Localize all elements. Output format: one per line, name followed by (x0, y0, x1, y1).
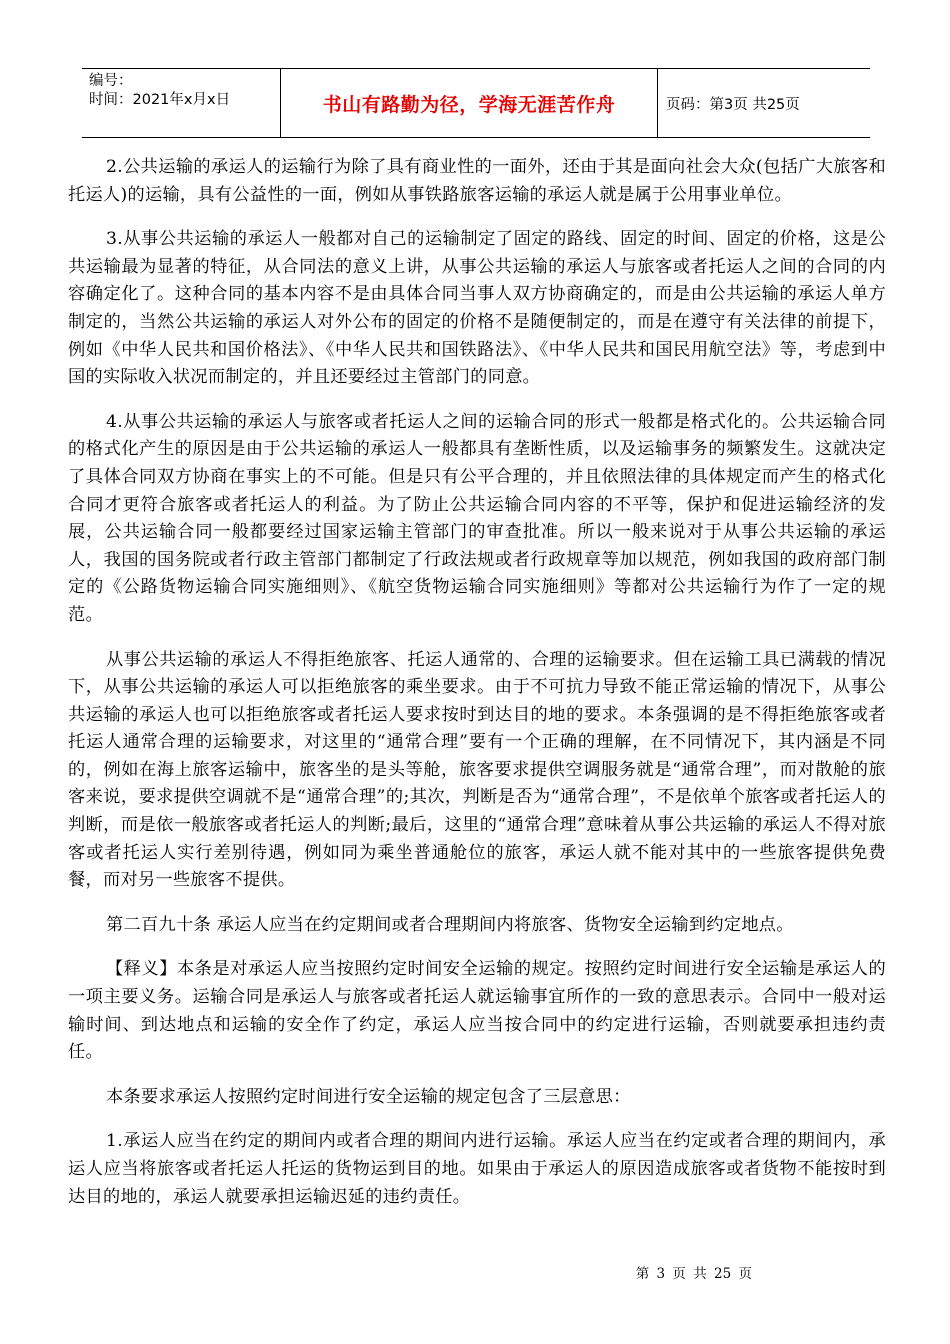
paragraph: 4.从事公共运输的承运人与旅客或者托运人之间的运输合同的形式一般都是格式化的。公共运输合同的格式化产生的原因是由于公共运输的承运人一般都具有垄断性质，以及运输事务的频繁发生。这就决定了具体合同双方协商在事实上的不可能。但是只有公平合理的，并且依照法律的具体规定而产生的格式化合同才更符合旅客或者托运人的利益。为了防止公共运输合同内容的不平等，保护和促进运输经济的发展，公共运输合同一般都要经过国家运输主管部门的审查批准。所以一般来说对于从事公共运输的承运人，我国的国务院或者行政主管部门都制定了行政法规或者行政规章等加以规范，例如我国的政府部门制定的《公路货物运输合同实施细则》、《航空货物运输合同实施细则》等都对公共运输行为作了一定的规范。 (68, 411, 886, 625)
paragraph: 2.公共运输的承运人的运输行为除了具有商业性的一面外，还由于其是面向社会大众(包括广大旅客和托运人)的运输，具有公益性的一面，例如从事铁路旅客运输的承运人就是属于公用事业单位。 (68, 157, 886, 205)
page-header (82, 68, 870, 138)
paragraph: 从事公共运输的承运人不得拒绝旅客、托运人通常的、合理的运输要求。但在运输工具已满载的情况下，从事公共运输的承运人可以拒绝旅客的乘坐要求。由于不可抗力导致不能正常运输的情况下，从事公共运输的承运人也可以拒绝旅客或者托运人要求按时到达目的地的要求。本条强调的是不得拒绝旅客或者托运人通常合理的运输要求，对这里的“通常合理”要有一个正确的理解，在不同情况下，其内涵是不同的，例如在海上旅客运输中，旅客坐的是头等舱，旅客要求提供空调服务就是“通常合理”，而对散舱的旅客来说，要求提供空调就不是“通常合理”的;其次，判断是否为“通常合理”，不是依单个旅客或者托运人的判断，而是依一般旅客或者托运人的判断;最后，这里的“通常合理”意味着从事公共运输的承运人不得对旅客或者托运人实行差别待遇，例如同为乘坐普通舱位的旅客，承运人就不能对其中的一些旅客提供免费餐，而对另一些旅客不提供。 (68, 649, 886, 891)
document-date-label: 时间：2021年x月x日 (89, 92, 231, 108)
document-body (68, 154, 886, 1228)
header-motto: 书山有路勤为径，学海无涯苦作舟 (280, 69, 658, 137)
paragraph: 本条要求承运人按照约定时间进行安全运输的规定包含了三层意思： (106, 1086, 631, 1107)
paragraph: 1.承运人应当在约定的期间内或者合理的期间内进行运输。承运人应当在约定或者合理的期间内，承运人应当将旅客或者托运人托运的货物运到目的地。如果由于承运人的原因造成旅客或者货物不能按时到达目的地的，承运人就要承担运输迟延的违约责任。 (68, 1131, 886, 1207)
page-footer: 第 3 页 共 25 页 (635, 1266, 752, 1282)
paragraph: 3.从事公共运输的承运人一般都对自己的运输制定了固定的路线、固定的时间、固定的价格，这是公共运输最为显著的特征，从合同法的意义上讲，从事公共运输的承运人与旅客或者托运人之间的合同的内容确定化了。这种合同的基本内容不是由具体合同当事人双方协商确定的，而是由公共运输的承运人单方制定的，当然公共运输的承运人对外公布的固定的价格不是随便制定的，而是在遵守有关法律的前提下，例如《中华人民共和国价格法》、《中华人民共和国铁路法》、《中华人民共和国民用航空法》等，考虑到中国的实际收入状况而制定的，并且还要经过主管部门的同意。 (68, 229, 886, 388)
document-number-label: 编号： (89, 73, 133, 89)
header-meta (82, 69, 280, 137)
article-heading: 第二百九十条 承运人应当在约定期间或者合理期间内将旅客、货物安全运输到约定地点。 (106, 914, 794, 935)
header-page-info: 页码：第3页 共25页 (666, 96, 800, 113)
paragraph: 【释义】本条是对承运人应当按照约定时间安全运输的规定。按照约定时间进行安全运输是承运人的一项主要义务。运输合同是承运人与旅客或者托运人就运输事宜所作的一致的意思表示。合同中一般对运输时间、到达地点和运输的安全作了约定，承运人应当按合同中的约定进行运输，否则就要承担违约责任。 (68, 959, 886, 1063)
